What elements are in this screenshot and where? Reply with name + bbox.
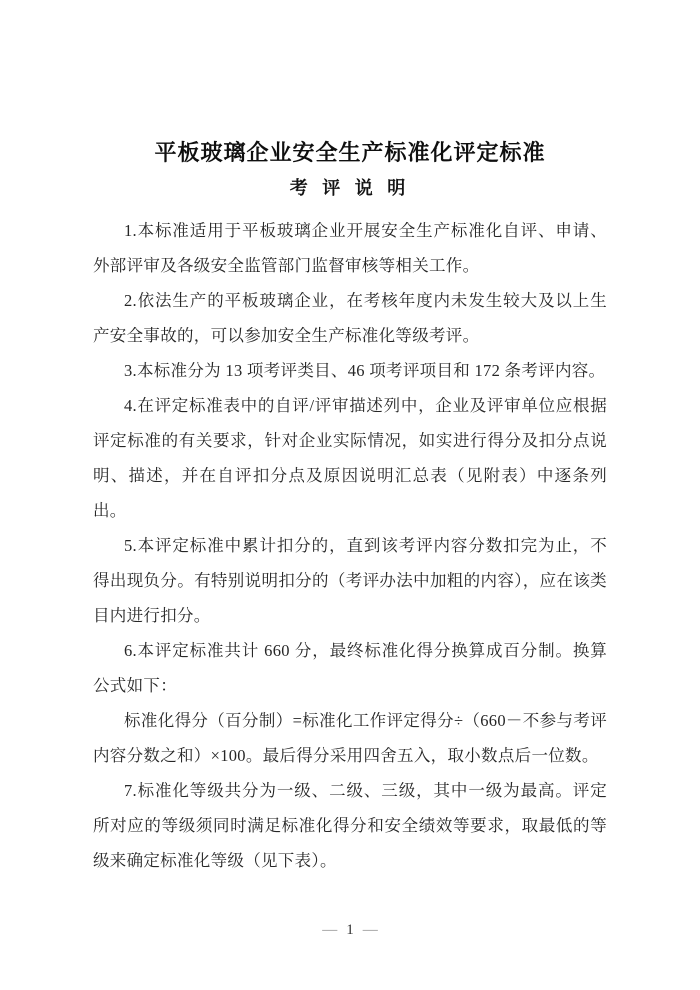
page-number: 1: [346, 922, 354, 938]
document-body: [93, 213, 607, 878]
footer-right-dash: —: [362, 922, 378, 938]
footer-left-dash: —: [322, 922, 338, 938]
paragraph-3: 3.本标准分为 13 项考评类目、46 项考评项目和 172 条考评内容。: [124, 361, 606, 380]
document-title: 平板玻璃企业安全生产标准化评定标准: [154, 140, 546, 165]
document-subtitle: 考 评 说 明: [289, 178, 411, 198]
paragraph-4: 4.在评定标准表中的自评/评审描述列中，企业及评审单位应根据评定标准的有关要求，针对企业实际情况，如实进行得分及扣分点说明、描述，并在自评扣分点及原因说明汇总表（见附表）中逐条列出。: [93, 396, 607, 520]
paragraph-6: 6.本评定标准共计 660 分，最终标准化得分换算成百分制。换算公式如下：: [93, 641, 607, 695]
paragraph-5: 5.本评定标准中累计扣分的，直到该考评内容分数扣完为止，不得出现负分。有特别说明扣分的（考评办法中加粗的内容），应在该类目内进行扣分。: [93, 536, 607, 625]
paragraph-2: 2.依法生产的平板玻璃企业，在考核年度内未发生较大及以上生产安全事故的，可以参加安全生产标准化等级考评。: [93, 291, 607, 345]
paragraph-formula: 标准化得分（百分制）=标准化工作评定得分÷（660－不参与考评内容分数之和）×100。最后得分采用四舍五入，取小数点后一位数。: [93, 711, 607, 765]
paragraph-7: 7.标准化等级共分为一级、二级、三级，其中一级为最高。评定所对应的等级须同时满足标准化得分和安全绩效等要求，取最低的等级来确定标准化等级（见下表）。: [93, 781, 607, 870]
paragraph-1: 1.本标准适用于平板玻璃企业开展安全生产标准化自评、申请、外部评审及各级安全监管部门监督审核等相关工作。: [93, 221, 607, 275]
page-footer: [0, 920, 700, 940]
